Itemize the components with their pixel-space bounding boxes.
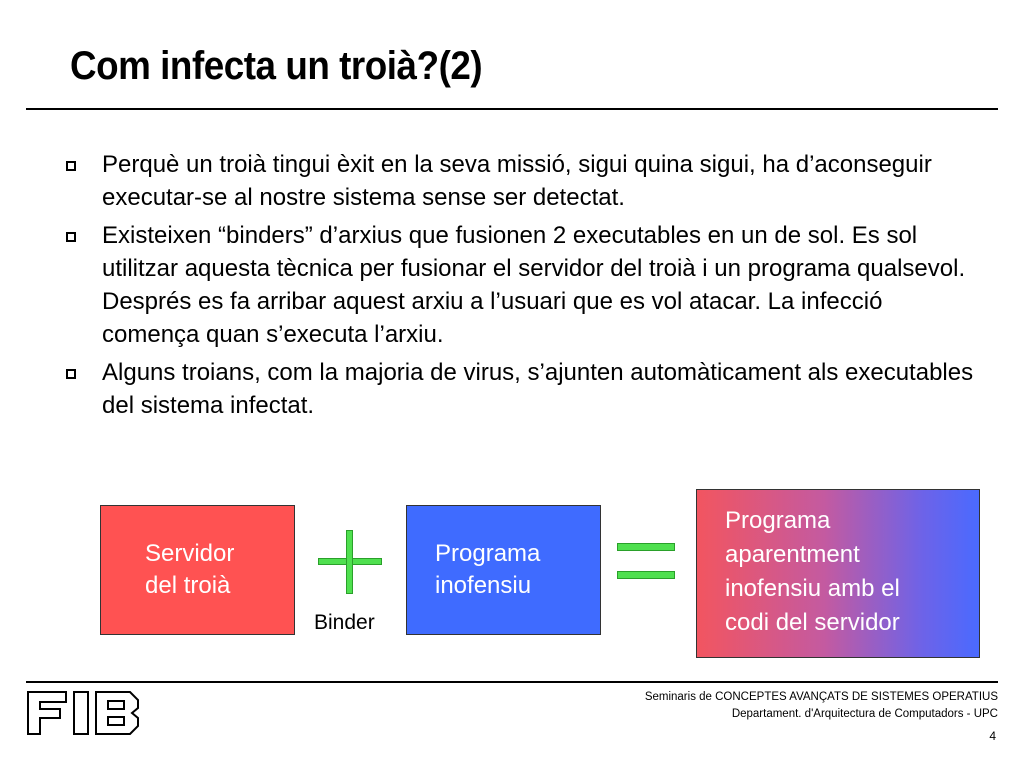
page-title: Com infecta un troià?(2) (70, 44, 483, 88)
harmless-program-box (406, 505, 601, 635)
result-program-box (696, 489, 980, 658)
square-bullet-icon (66, 369, 76, 379)
square-bullet-icon (66, 232, 76, 242)
box-text: aparentment (725, 541, 860, 568)
binder-label: Binder (314, 611, 375, 634)
footer-credits (645, 689, 998, 723)
box-text: del troià (145, 572, 231, 599)
page-number: 4 (989, 729, 996, 743)
bullet-list (62, 148, 982, 427)
trojan-server-box (100, 505, 295, 635)
box-text: Programa (725, 507, 831, 534)
box-text: Programa (435, 540, 541, 567)
bullet-text: Perquè un troià tingui èxit en la seva missió, sigui quina sigui, ha d’aconseguir executar-se al nostre sistema sense ser detectat. (102, 151, 932, 211)
box-text: inofensiu (435, 572, 532, 599)
department-name: Departament. d'Arquitectura de Computadors - UPC (731, 708, 998, 720)
bullet-item (62, 219, 982, 351)
fib-logo-icon (26, 690, 140, 736)
square-bullet-icon (66, 161, 76, 171)
bullet-text: Alguns troians, com la majoria de virus, s’ajunten automàticament als executables del sistema infectat. (102, 359, 974, 419)
plus-icon (318, 530, 382, 594)
course-name: Seminaris de CONCEPTES AVANÇATS DE SISTEMES OPERATIUS (644, 691, 998, 703)
title-divider (26, 108, 998, 110)
box-text: inofensiu amb el (725, 575, 900, 602)
equals-icon (617, 543, 675, 579)
footer-divider (26, 681, 998, 683)
bullet-text: Existeixen “binders” d’arxius que fusionen 2 executables en un de sol. Es sol utilitzar aquesta tècnica per fusionar el servidor del troià i un programa qualsevol. Després es fa arribar aquest arxiu a l’usuari que es vol atacar. La infecció comença quan s’executa l’arxiu. (102, 222, 966, 348)
box-text: codi del servidor (725, 609, 900, 636)
box-text: Servidor (145, 540, 235, 567)
bullet-item (62, 148, 982, 214)
bullet-item (62, 356, 982, 422)
